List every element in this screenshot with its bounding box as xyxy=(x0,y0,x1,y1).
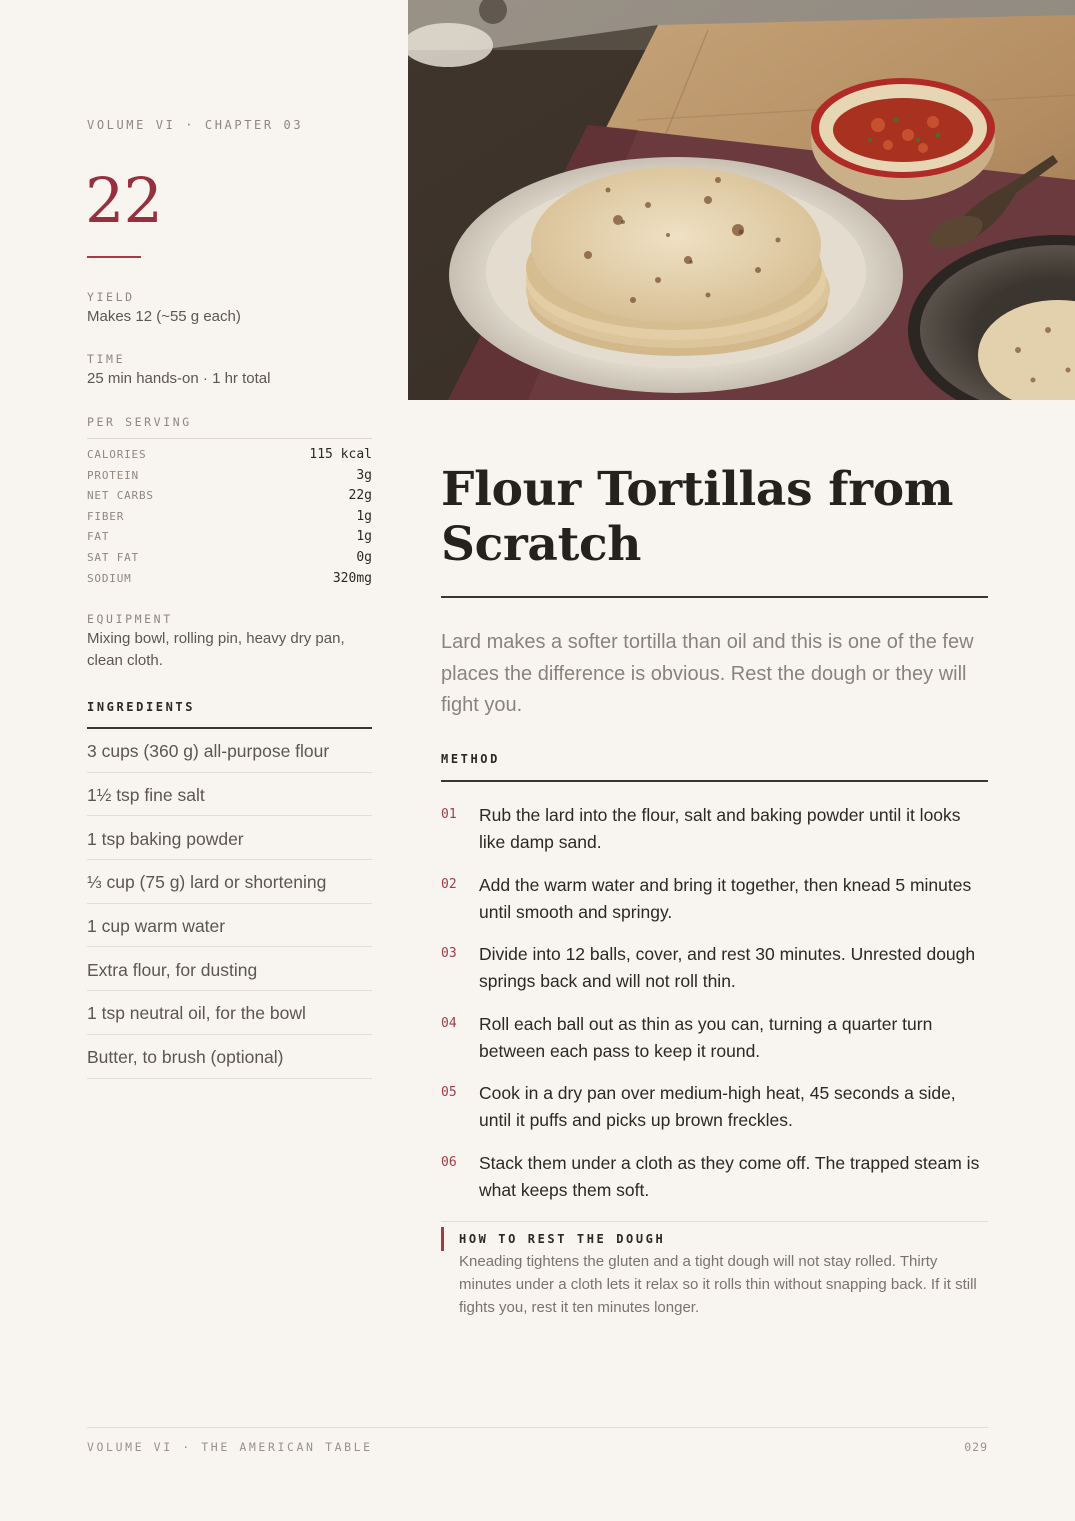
nutrition-value: 1g xyxy=(356,529,372,545)
nutrition-name: CALORIES xyxy=(87,448,147,461)
page-footer xyxy=(87,1427,988,1454)
ingredient-item: 1 cup warm water xyxy=(87,904,372,948)
step-number: 03 xyxy=(441,946,457,962)
step-text: Roll each ball out as thin as you can, turning a quarter turn between each pass to keep it round. xyxy=(479,1013,933,1061)
volume-chapter-label: VOLUME VI · CHAPTER 03 xyxy=(87,118,304,132)
ingredients-heading: INGREDIENTS xyxy=(87,700,372,729)
ingredients-list xyxy=(87,729,372,1079)
step-number: 01 xyxy=(441,807,457,822)
yield-block xyxy=(87,290,372,328)
step-text: Add the warm water and bring it together, then knead 5 minutes until smooth and springy. xyxy=(479,874,972,922)
ingredient-item: Butter, to brush (optional) xyxy=(87,1035,372,1079)
nutrition-name: NET CARBS xyxy=(87,489,154,503)
ingredient-item: ⅓ cup (75 g) lard or shortening xyxy=(87,860,372,904)
per-serving-label: PER SERVING xyxy=(87,415,372,439)
step-number: 04 xyxy=(441,1015,457,1031)
nutrition-row xyxy=(87,468,372,489)
equipment-value: Mixing bowl, rolling pin, heavy dry pan, clean cloth. xyxy=(87,630,345,670)
nutrition-row xyxy=(87,529,372,550)
time-value: 25 min hands-on · 1 hr total xyxy=(87,370,271,387)
nutrition-row xyxy=(87,571,372,592)
page-number: 029 xyxy=(964,1440,988,1454)
time-block xyxy=(87,352,372,390)
nutrition-name: FIBER xyxy=(87,509,125,523)
tip-body xyxy=(459,1232,988,1319)
nutrition-row xyxy=(87,550,372,571)
nutrition-value: 22g xyxy=(348,488,372,504)
yield-value: Makes 12 (~55 g each) xyxy=(87,308,241,325)
step-text: Cook in a dry pan over medium-high heat, 45 seconds a side, until it puffs and picks up brown freckles. xyxy=(479,1083,956,1131)
method-step xyxy=(441,1011,988,1081)
recipe-intro: Lard makes a softer tortilla than oil and this is one of the few places the difference is obvious. Rest the dough or they will fight you. xyxy=(441,631,974,716)
step-text: Divide into 12 balls, cover, and rest 30 minutes. Unrested dough springs back and will not roll thin. xyxy=(479,944,976,992)
method-heading: METHOD xyxy=(441,752,988,782)
method-step xyxy=(441,1080,988,1150)
ingredient-item: Extra flour, for dusting xyxy=(87,947,372,991)
ingredient-item: 1 tsp baking powder xyxy=(87,816,372,860)
nutrition-value: 320mg xyxy=(332,570,372,586)
ingredient-item: 1 tsp neutral oil, for the bowl xyxy=(87,991,372,1035)
time-label: TIME xyxy=(87,352,126,366)
method-steps xyxy=(441,802,988,1220)
nutrition-name: SODIUM xyxy=(87,571,132,585)
step-text: Rub the lard into the flour, salt and baking powder until it looks like damp sand. xyxy=(479,805,961,852)
nutrition-name: SAT FAT xyxy=(87,550,139,564)
step-number: 05 xyxy=(441,1085,457,1101)
footer-volume-title: VOLUME VI · THE AMERICAN TABLE xyxy=(87,1440,373,1454)
step-number: 02 xyxy=(441,876,457,892)
hero-photo xyxy=(408,0,1075,400)
tip-title: HOW TO REST THE DOUGH xyxy=(459,1232,666,1246)
nutrition-row xyxy=(87,509,372,530)
nutrition-value: 115 kcal xyxy=(309,447,372,462)
ingredients-block xyxy=(87,700,372,1079)
method-step xyxy=(441,872,988,942)
nutrition-value: 1g xyxy=(356,508,372,524)
nutrition-value: 0g xyxy=(356,549,372,565)
per-serving-block xyxy=(87,415,372,591)
ingredient-item: 1½ tsp fine salt xyxy=(87,773,372,817)
yield-label: YIELD xyxy=(87,290,135,304)
ingredient-item: 3 cups (360 g) all-purpose flour xyxy=(87,729,372,773)
nutrition-value: 3g xyxy=(356,467,372,483)
equipment-block xyxy=(87,612,372,672)
method-step xyxy=(441,802,988,872)
nutrition-row xyxy=(87,488,372,509)
method-step xyxy=(441,1150,988,1220)
nutrition-name: PROTEIN xyxy=(87,468,139,482)
recipe-number: 22 xyxy=(85,164,162,237)
nutrition-table xyxy=(87,447,372,591)
nutrition-name: FAT xyxy=(87,530,110,544)
step-number: 06 xyxy=(441,1154,457,1170)
step-text: Stack them under a cloth as they come off. The trapped steam is what keeps them soft. xyxy=(479,1152,980,1200)
method-step xyxy=(441,941,988,1011)
equipment-label: EQUIPMENT xyxy=(87,612,173,626)
recipe-number-rule xyxy=(87,256,141,258)
title-divider xyxy=(441,596,988,598)
tip-callout xyxy=(441,1221,988,1319)
recipe-title: Flour Tortillas from Scratch xyxy=(441,462,954,572)
nutrition-row xyxy=(87,447,372,468)
tip-text: Kneading tightens the gluten and a tight dough will not stay rolled. Thirty minutes under a cloth lets it relax so it rolls thin without snapping back. If it still fights you, rest it ten minutes longer. xyxy=(459,1253,977,1316)
tip-accent-bar xyxy=(441,1227,444,1251)
